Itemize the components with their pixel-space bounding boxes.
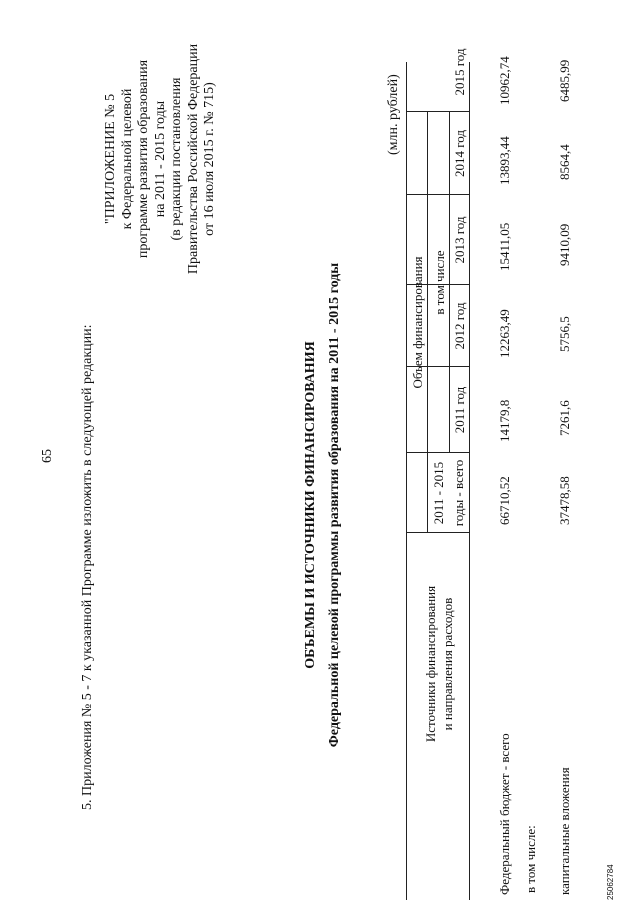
row-label-capital: капитальные вложения: [557, 767, 572, 895]
cell-federal-2012: 12263,49: [497, 309, 512, 358]
cell-federal-total: 66710,52: [497, 476, 512, 525]
page-number: 65: [40, 449, 55, 463]
row-label-federal-total: Федеральный бюджет - всего: [497, 733, 512, 895]
cell-capital-2011: 7261,6: [557, 400, 572, 436]
cell-federal-2013: 15411,05: [497, 222, 512, 271]
document-code: 25062784: [606, 864, 615, 900]
page-subtitle: Федеральной целевой программы развития образования на 2011 - 2015 годы: [327, 262, 342, 748]
cell-capital-2013: 9410,09: [557, 223, 572, 266]
appendix-line: к Федеральной целевой: [119, 88, 135, 230]
header-volume: Объем финансирования: [410, 256, 425, 389]
appendix-note: [103, 9, 219, 309]
cell-capital-total: 37478,58: [557, 476, 572, 525]
page-title: ОБЪЕМЫ И ИСТОЧНИКИ ФИНАНСИРОВАНИЯ: [303, 341, 318, 669]
cell-federal-2015: 10962,74: [497, 56, 512, 105]
appendix-line: (в редакции постановления: [169, 77, 184, 241]
header-year-2012: 2012 год: [452, 302, 467, 350]
unit-label: (млн. рублей): [386, 74, 401, 155]
header-year-2011: 2011 год: [452, 386, 467, 434]
intro-paragraph: 5. Приложения № 5 - 7 к указанной Программе изложить в следующей редакции:: [80, 324, 95, 810]
header-total-line2: годы - всего: [451, 459, 466, 527]
cell-federal-2014: 13893,44: [497, 136, 512, 185]
cell-federal-2011: 14179,8: [497, 399, 512, 442]
header-year-2015: 2015 год: [452, 48, 467, 96]
appendix-line: "ПРИЛОЖЕНИЕ № 5: [103, 93, 118, 225]
header-source-line2: и направления расходов: [440, 597, 455, 731]
appendix-line: программе развития образования: [136, 59, 151, 259]
appendix-line: от 16 июля 2015 г. № 715): [202, 82, 217, 236]
header-year-2014: 2014 год: [452, 130, 467, 177]
header-including: в том числе: [432, 250, 447, 315]
cell-capital-2014: 8564,4: [557, 144, 572, 180]
header-source-line1: Источники финансирования: [423, 585, 438, 743]
appendix-line: Правительства Российской Федерации: [185, 43, 201, 275]
header-year-2013: 2013 год: [452, 216, 467, 264]
cell-capital-2012: 5756,5: [557, 316, 572, 352]
appendix-line: на 2011 - 2015 годы: [152, 100, 168, 218]
header-total-line1: 2011 - 2015: [431, 461, 446, 525]
cell-capital-2015: 6485,99: [557, 59, 572, 102]
row-label-including: в том числе:: [523, 825, 538, 893]
